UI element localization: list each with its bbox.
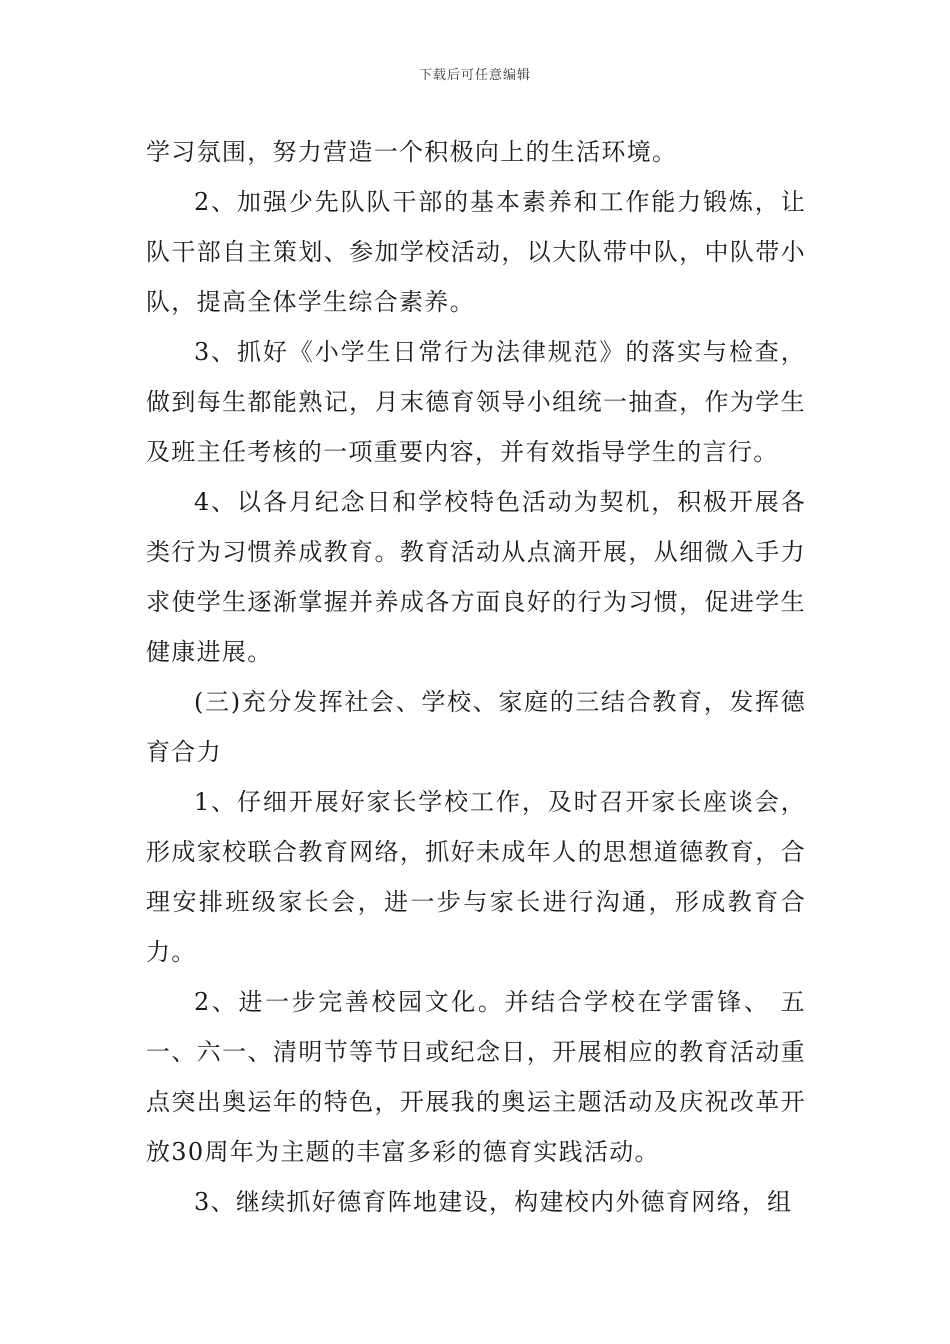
document-body	[146, 127, 806, 1227]
paragraph-1: 学习氛围，努力营造一个积极向上的生活环境。	[146, 138, 678, 166]
paragraph-7: 3、继续抓好德育阵地建设，构建校内外德育网络，组	[194, 1188, 793, 1216]
paragraph-6: 2、进一步完善校园文化。并结合学校在学雷锋、 五一、六一、清明节等节日或纪念日，开展相应的教育活动重点突出奥运年的特色，开展我的奥运主题活动及庆祝改革开放30周年为主题的丰富多彩的德育实践活动。	[146, 988, 806, 1166]
paragraph-5: 1、仔细开展好家长学校工作，及时召开家长座谈会，形成家校联合教育网络，抓好未成年人的思想道德教育，合理安排班级家长会，进一步与家长进行沟通，形成教育合力。	[146, 788, 806, 966]
section-heading-3: (三)充分发挥社会、学校、家庭的三结合教育，发挥德育合力	[146, 688, 806, 766]
page-header-note: 下载后可任意编辑	[418, 68, 531, 83]
paragraph-3: 3、抓好《小学生日常行为法律规范》的落实与检查，做到每生都能熟记，月末德育领导小组统一抽查，作为学生及班主任考核的一项重要内容，并有效指导学生的言行。	[146, 338, 806, 466]
paragraph-4: 4、以各月纪念日和学校特色活动为契机，积极开展各类行为习惯养成教育。教育活动从点滴开展，从细微入手力求使学生逐渐掌握并养成各方面良好的行为习惯，促进学生健康进展。	[146, 488, 806, 666]
paragraph-2: 2、加强少先队队干部的基本素养和工作能力锻炼，让队干部自主策划、参加学校活动，以大队带中队，中队带小队，提高全体学生综合素养。	[146, 188, 806, 316]
